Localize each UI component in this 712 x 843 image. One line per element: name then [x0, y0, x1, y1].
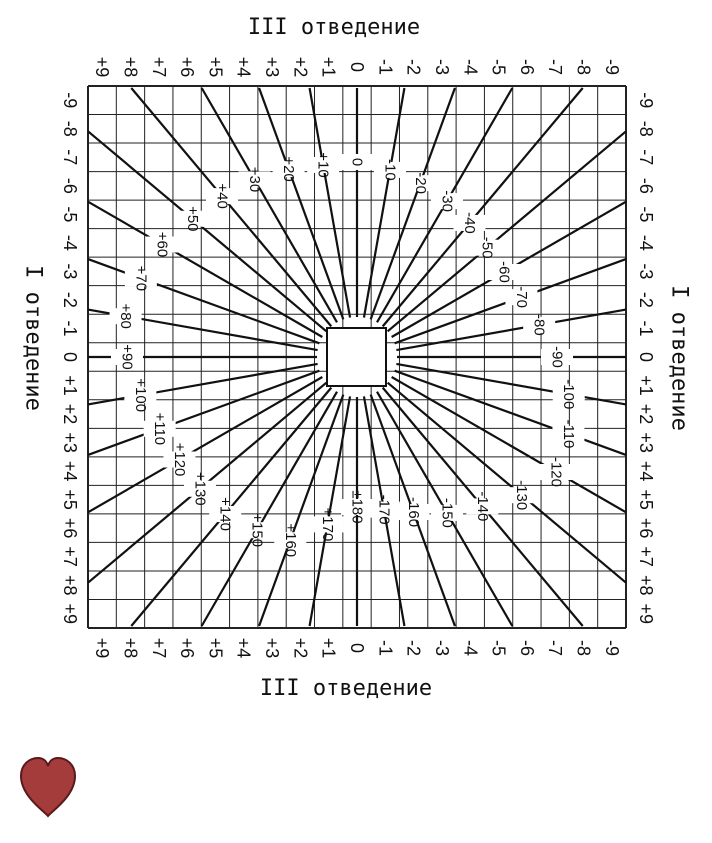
angle-label: -150	[438, 497, 456, 528]
scale-tick-label: -5	[60, 206, 80, 223]
scale-tick-label: +3	[262, 637, 283, 659]
scale-top	[92, 57, 622, 78]
scale-tick-label: -4	[60, 234, 80, 251]
scale-tick-label: -5	[636, 206, 656, 223]
scale-tick-label: +3	[636, 432, 656, 453]
angle-label: -80	[530, 314, 548, 336]
angle-label: +140	[216, 497, 234, 531]
scale-tick-label: +8	[120, 637, 141, 659]
scale-tick-label: +5	[636, 489, 656, 510]
scale-tick-label: -3	[60, 263, 80, 280]
scale-tick-label: +1	[318, 637, 339, 659]
scale-tick-label: -3	[431, 639, 452, 657]
scale-tick-label: +6	[177, 637, 198, 659]
angle-label: -100	[560, 379, 578, 410]
scale-tick-label: -5	[488, 639, 509, 657]
scale-tick-label: +7	[60, 546, 80, 567]
scale-tick-label: +6	[636, 517, 656, 539]
scale-tick-label: -2	[403, 58, 424, 76]
scale-tick-label: +2	[290, 637, 311, 659]
scale-tick-label: -4	[636, 234, 656, 251]
scale-tick-label: +7	[636, 546, 656, 567]
scale-tick-label: +6	[177, 56, 198, 78]
lead-iii-top-label: III отведение	[247, 15, 421, 40]
scale-tick-label: +6	[60, 517, 80, 539]
angle-label: -110	[559, 419, 577, 449]
scale-tick-label: -8	[573, 58, 594, 76]
scale-tick-label: +9	[60, 603, 80, 625]
scale-tick-label: -2	[60, 291, 80, 308]
scale-tick-label: +9	[636, 603, 656, 625]
scale-tick-label: -9	[601, 58, 622, 76]
angle-label: +60	[153, 231, 171, 258]
scale-tick-label: +4	[233, 56, 254, 78]
scale-tick-label: +8	[636, 574, 656, 596]
scale-tick-label: -6	[516, 58, 537, 76]
angle-label: +90	[118, 344, 136, 370]
scale-bottom	[92, 638, 622, 659]
scale-tick-label: -1	[375, 58, 396, 76]
scale-tick-label: 0	[60, 351, 80, 363]
scale-tick-label: +8	[60, 574, 80, 596]
angle-label: -70	[512, 286, 530, 308]
angle-ray	[388, 383, 626, 583]
scale-tick-label: -9	[636, 92, 656, 109]
scale-tick-label: +4	[233, 637, 254, 659]
scale-tick-label: -1	[375, 639, 396, 657]
heart-icon[interactable]	[18, 756, 78, 820]
scale-tick-label: 0	[347, 61, 367, 73]
angle-label: -20	[411, 172, 429, 195]
angle-label: -130	[513, 480, 531, 511]
scale-tick-label: -9	[601, 639, 622, 657]
scale-tick-label: -7	[60, 149, 80, 166]
angle-label: -50	[478, 236, 496, 259]
scale-tick-label: +5	[60, 489, 80, 510]
scale-tick-label: -1	[636, 320, 656, 337]
lead-i-right-label: I отведение	[666, 285, 692, 431]
angle-label: +130	[191, 471, 209, 506]
angle-label: -160	[404, 497, 422, 528]
angle-label: +110	[151, 412, 169, 446]
scale-tick-label: -7	[636, 149, 656, 166]
scale-tick-label: -2	[636, 291, 656, 308]
angle-label: -40	[460, 212, 478, 234]
scale-tick-label: +7	[148, 56, 169, 78]
angle-label: +170	[318, 507, 336, 542]
angle-label: 0	[348, 157, 366, 167]
angle-label: +40	[213, 183, 231, 209]
scale-tick-label: -7	[545, 58, 566, 76]
angle-label: -120	[547, 456, 565, 488]
scale-tick-label: -2	[403, 639, 424, 657]
scale-tick-label: -5	[488, 58, 509, 76]
scale-tick-label: +1	[636, 375, 656, 396]
scale-tick-label: +4	[60, 460, 80, 482]
angle-label: -90	[548, 346, 566, 368]
angle-label: -30	[438, 190, 456, 212]
angle-label: -60	[495, 261, 513, 283]
scale-tick-label: -3	[431, 58, 452, 76]
scale-tick-label: +9	[92, 637, 113, 659]
scale-tick-label: +2	[290, 56, 311, 78]
scale-tick-label: -4	[460, 639, 481, 657]
lead-i-left-label: I отведение	[20, 265, 46, 411]
lead-iii-bottom-label: III отведение	[259, 676, 433, 701]
angle-label: +80	[117, 303, 135, 329]
scale-tick-label: +7	[148, 637, 169, 659]
scale-tick-label: -4	[460, 58, 481, 76]
scale-tick-label: -7	[545, 639, 566, 657]
scale-tick-label: -3	[636, 263, 656, 280]
scale-tick-label: -8	[60, 120, 80, 137]
scale-tick-label: +2	[636, 403, 656, 425]
center-square	[327, 328, 386, 386]
angle-label: -10	[381, 159, 399, 181]
scale-tick-label: -6	[516, 639, 537, 657]
angle-label: +20	[280, 156, 298, 182]
angle-ray	[383, 88, 583, 326]
angle-label: ±180	[348, 490, 366, 524]
angle-label: +10	[314, 152, 332, 178]
scale-tick-label: +3	[262, 56, 283, 78]
angle-label: +100	[131, 378, 149, 413]
scale-tick-label: 0	[636, 351, 656, 363]
angle-label: -170	[375, 494, 393, 525]
scale-left	[60, 92, 80, 624]
angle-label: -140	[473, 491, 491, 522]
angle-label: +30	[246, 166, 263, 193]
scale-tick-label: +1	[318, 56, 339, 78]
angle-label: +150	[248, 513, 266, 548]
scale-tick-label: +1	[60, 375, 80, 396]
scale-tick-label: -9	[60, 92, 80, 109]
scale-tick-label: -6	[636, 177, 656, 194]
scale-tick-label: -1	[60, 320, 80, 337]
scale-tick-label: 0	[347, 642, 367, 654]
scale-tick-label: -6	[60, 177, 80, 194]
scale-tick-label: +5	[205, 637, 226, 659]
scale-tick-label: +2	[60, 403, 80, 425]
angle-label: +160	[281, 523, 299, 558]
angle-label: +70	[132, 265, 150, 292]
angle-label: +120	[170, 442, 188, 477]
scale-tick-label: +8	[120, 56, 141, 78]
scale-tick-label: +9	[92, 56, 113, 78]
scale-right	[636, 92, 656, 624]
scale-tick-label: -8	[573, 639, 594, 657]
scale-tick-label: -8	[636, 120, 656, 137]
angle-label: +50	[183, 206, 201, 232]
scale-tick-label: +5	[205, 56, 226, 78]
scale-tick-label: +4	[636, 460, 656, 482]
scale-tick-label: +3	[60, 432, 80, 453]
